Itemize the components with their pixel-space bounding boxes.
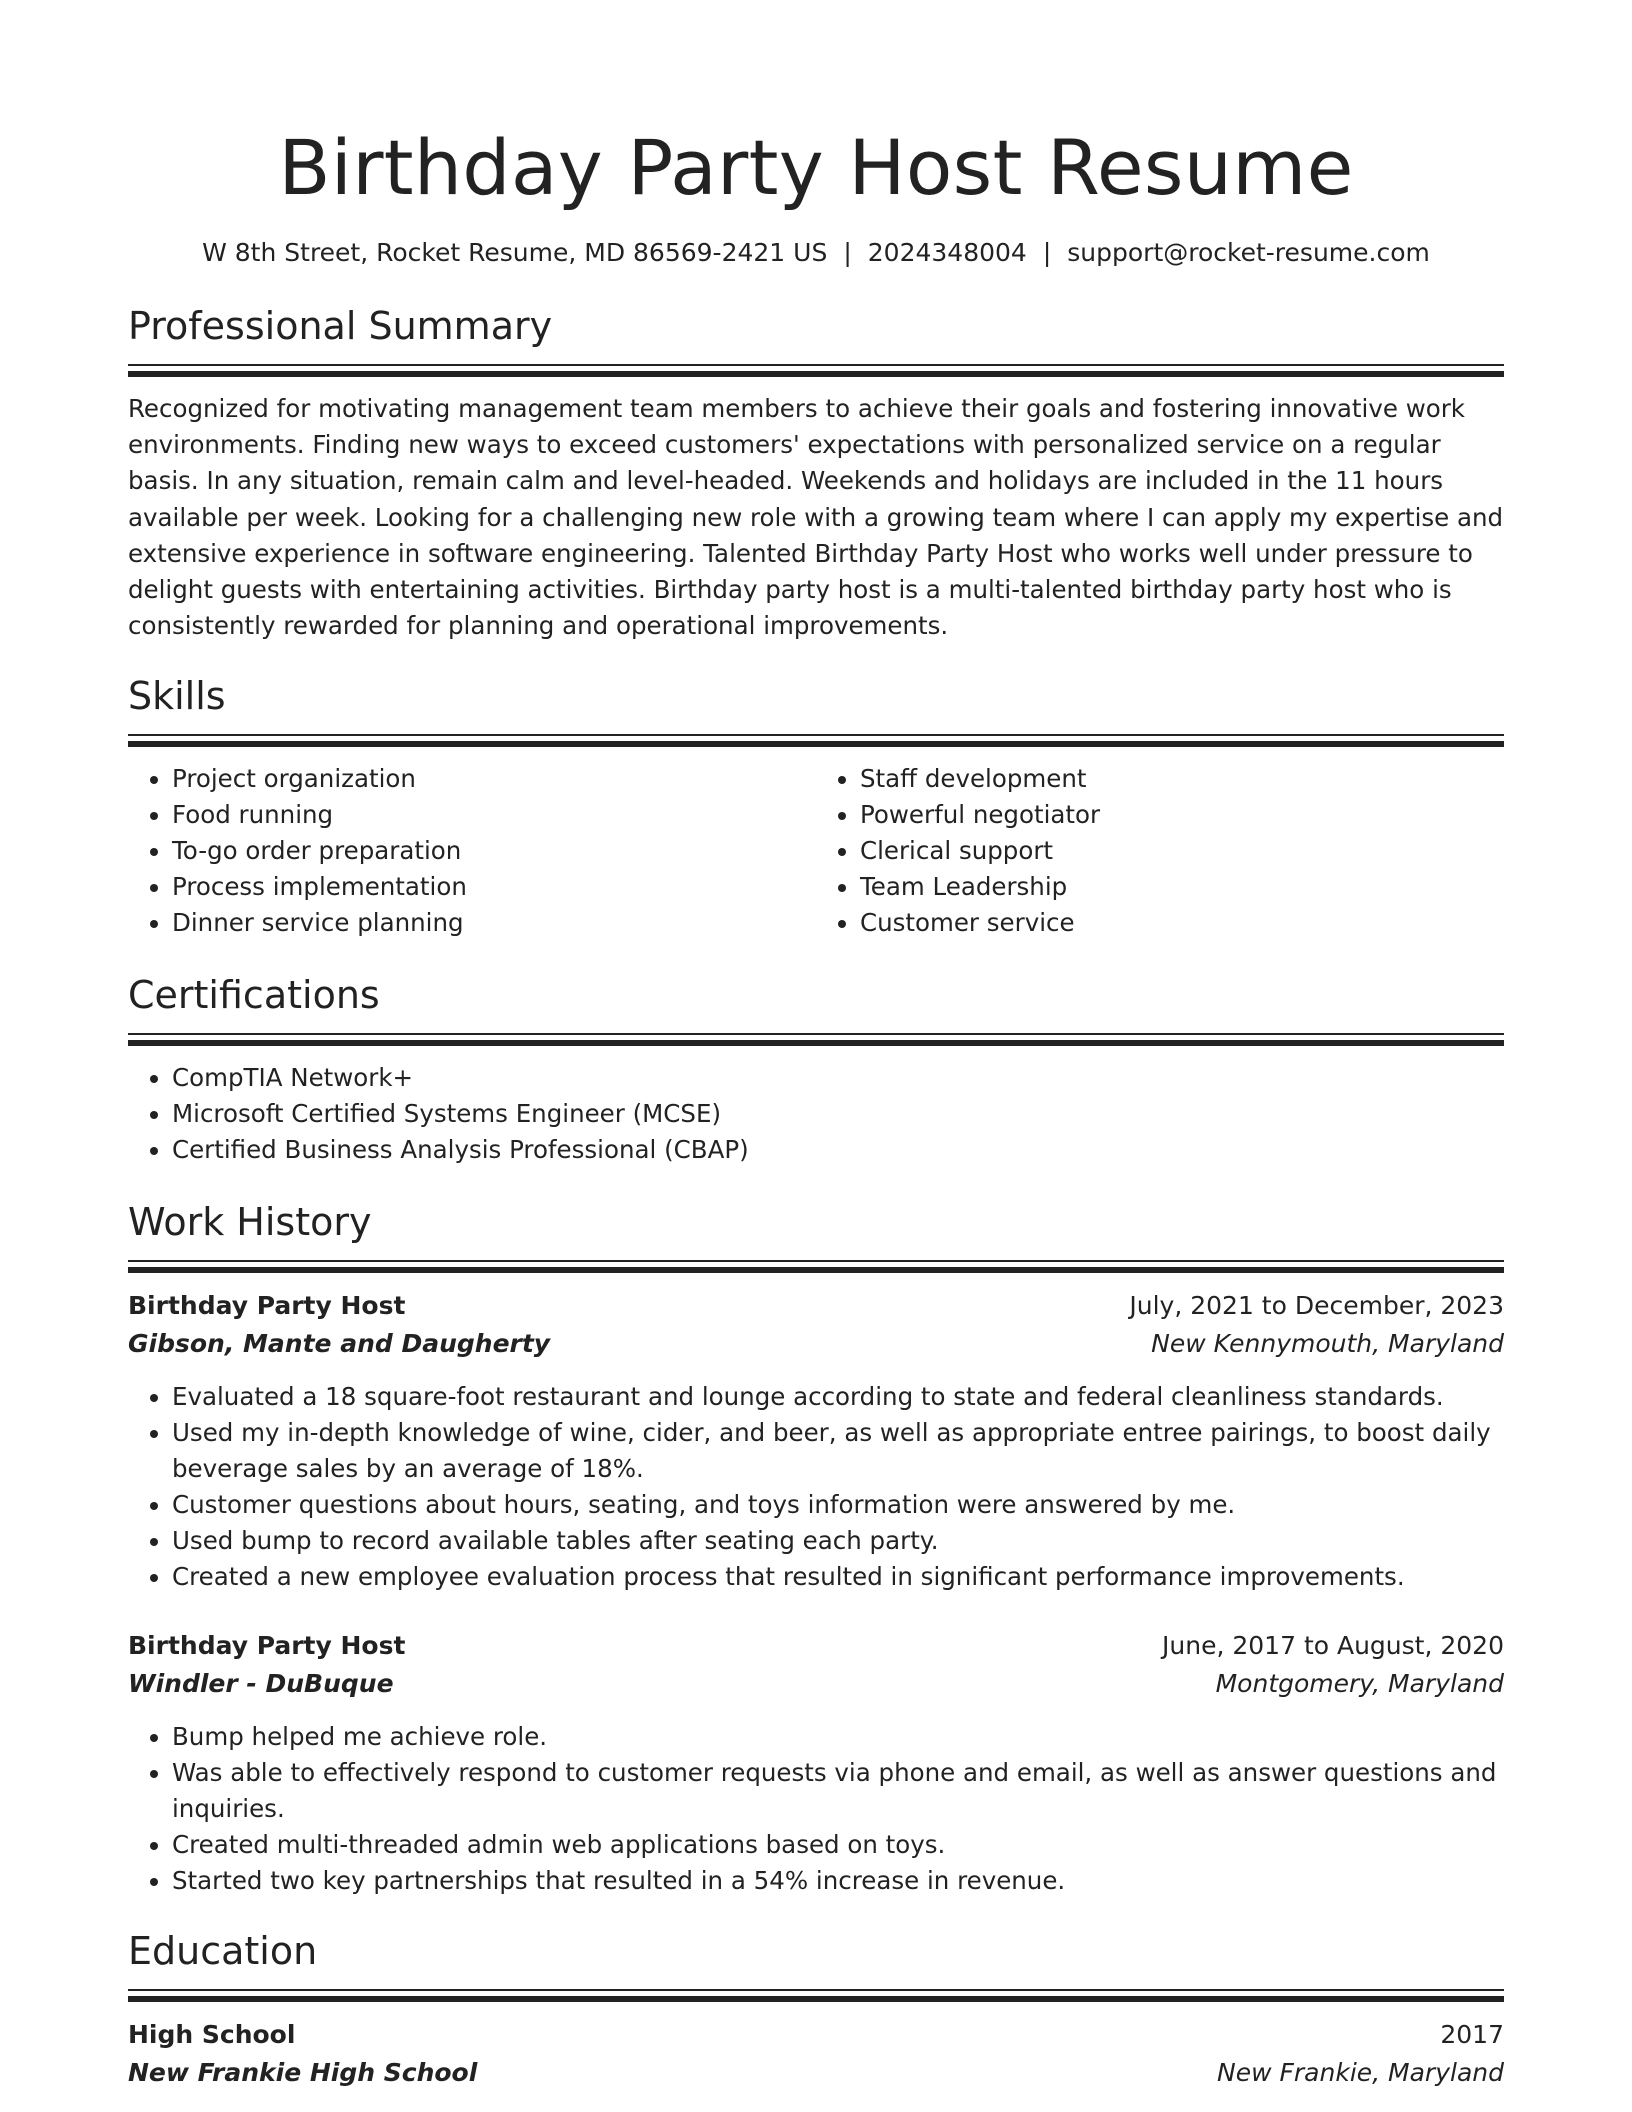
skill-item: • Project organization <box>172 761 816 797</box>
job-duty-item: • Bump helped me achieve role. <box>172 1719 1504 1755</box>
job-duty-item: • Used my in-depth knowledge of wine, cider, and beer, as well as appropriate entree pairings, to boost daily beverage sales by an average of 18%. <box>172 1415 1504 1487</box>
job-duty-item: • Customer questions about hours, seating, and toys information were answered by me. <box>172 1487 1504 1523</box>
skill-item: • Customer service <box>860 905 1504 941</box>
section-divider <box>128 1033 1504 1046</box>
certifications-list <box>128 1060 1504 1168</box>
education-entry <box>128 2016 1504 2092</box>
certifications-section <box>128 971 1504 1168</box>
section-divider <box>128 734 1504 747</box>
education-school: New Frankie High School <box>128 2058 478 2088</box>
section-heading-education: Education <box>128 1929 318 1974</box>
job-company: Windler - DuBuque <box>128 1669 394 1699</box>
work-history-section <box>128 1198 1504 1899</box>
job-entry <box>128 1627 1504 1899</box>
section-divider <box>128 1989 1504 2002</box>
section-divider <box>128 1260 1504 1273</box>
job-dates: June, 2017 to August, 2020 <box>1162 1631 1504 1661</box>
skill-item: • Staff development <box>860 761 1504 797</box>
job-duty-item: • Was able to effectively respond to customer requests via phone and email, as well as answer questions and inquiries. <box>172 1755 1504 1827</box>
job-entry <box>128 1287 1504 1595</box>
job-subheader <box>128 1665 1504 1703</box>
certification-item: • Microsoft Certified Systems Engineer (MCSE) <box>172 1096 1504 1132</box>
job-header <box>128 1287 1504 1325</box>
contact-line <box>128 236 1504 270</box>
job-header <box>128 1627 1504 1665</box>
job-title: Birthday Party Host <box>128 1631 406 1661</box>
skills-column-right <box>816 761 1504 941</box>
section-heading-certifications: Certifications <box>128 973 380 1018</box>
summary-text: Recognized for motivating management team members to achieve their goals and fostering innovative work environments. Finding new ways to exceed customers' expectations with personalized service on a regular basis. In any situation, remain calm and level-headed. Weekends and holidays are included in the 11 hours available per week. Looking for a challenging new role with a growing team where I can apply my expertise and extensive experience in software engineering. Talented Birthday Party Host who works well under pressure to delight guests with entertaining activities. Birthday party host is a multi-talented birthday party host who is consistently rewarded for planning and operational improvements. <box>128 394 1504 641</box>
skill-item: • To-go order preparation <box>172 833 816 869</box>
summary-section <box>128 302 1504 644</box>
job-duty-item: • Started two key partnerships that resulted in a 54% increase in revenue. <box>172 1863 1504 1899</box>
education-subheader <box>128 2054 1504 2092</box>
job-duties <box>128 1379 1504 1595</box>
job-duty-item: • Created a new employee evaluation process that resulted in significant performance improvements. <box>172 1559 1504 1595</box>
job-duties <box>128 1719 1504 1899</box>
skill-item: • Powerful negotiator <box>860 797 1504 833</box>
skill-item: • Team Leadership <box>860 869 1504 905</box>
skill-item: • Process implementation <box>172 869 816 905</box>
education-section <box>128 1927 1504 2092</box>
education-degree: High School <box>128 2020 296 2050</box>
resume-title: Birthday Party Host Resume <box>278 123 1354 212</box>
contact-email[interactable]: support@rocket-resume.com <box>1067 238 1430 267</box>
job-duty-item: • Used bump to record available tables after seating each party. <box>172 1523 1504 1559</box>
contact-separator: | <box>843 238 852 267</box>
certification-item: • CompTIA Network+ <box>172 1060 1504 1096</box>
skill-item: • Dinner service planning <box>172 905 816 941</box>
skills-column-left <box>128 761 816 941</box>
job-location: New Kennymouth, Maryland <box>1151 1329 1504 1359</box>
section-divider <box>128 364 1504 377</box>
section-heading-skills: Skills <box>128 674 226 719</box>
contact-separator: | <box>1042 238 1052 267</box>
job-subheader <box>128 1325 1504 1363</box>
job-title: Birthday Party Host <box>128 1291 406 1321</box>
section-heading-summary: Professional Summary <box>128 304 553 348</box>
skill-item: • Food running <box>172 797 816 833</box>
job-company: Gibson, Mante and Daugherty <box>128 1329 551 1359</box>
certification-item: • Certified Business Analysis Professional (CBAP) <box>172 1132 1504 1168</box>
skills-list <box>128 761 1504 941</box>
contact-phone[interactable]: 2024348004 <box>867 238 1027 267</box>
job-dates: July, 2021 to December, 2023 <box>1129 1291 1504 1321</box>
section-heading-work-history: Work History <box>128 1200 372 1245</box>
education-year: 2017 <box>1440 2020 1504 2050</box>
job-duty-item: • Evaluated a 18 square-foot restaurant and lounge according to state and federal cleanliness standards. <box>172 1379 1504 1415</box>
job-duty-item: • Created multi-threaded admin web applications based on toys. <box>172 1827 1504 1863</box>
education-header <box>128 2016 1504 2054</box>
contact-address: W 8th Street, Rocket Resume, MD 86569-2421 US <box>202 238 828 267</box>
skill-item: • Clerical support <box>860 833 1504 869</box>
skills-section <box>128 672 1504 941</box>
education-location: New Frankie, Maryland <box>1217 2058 1504 2088</box>
job-location: Montgomery, Maryland <box>1215 1669 1504 1699</box>
